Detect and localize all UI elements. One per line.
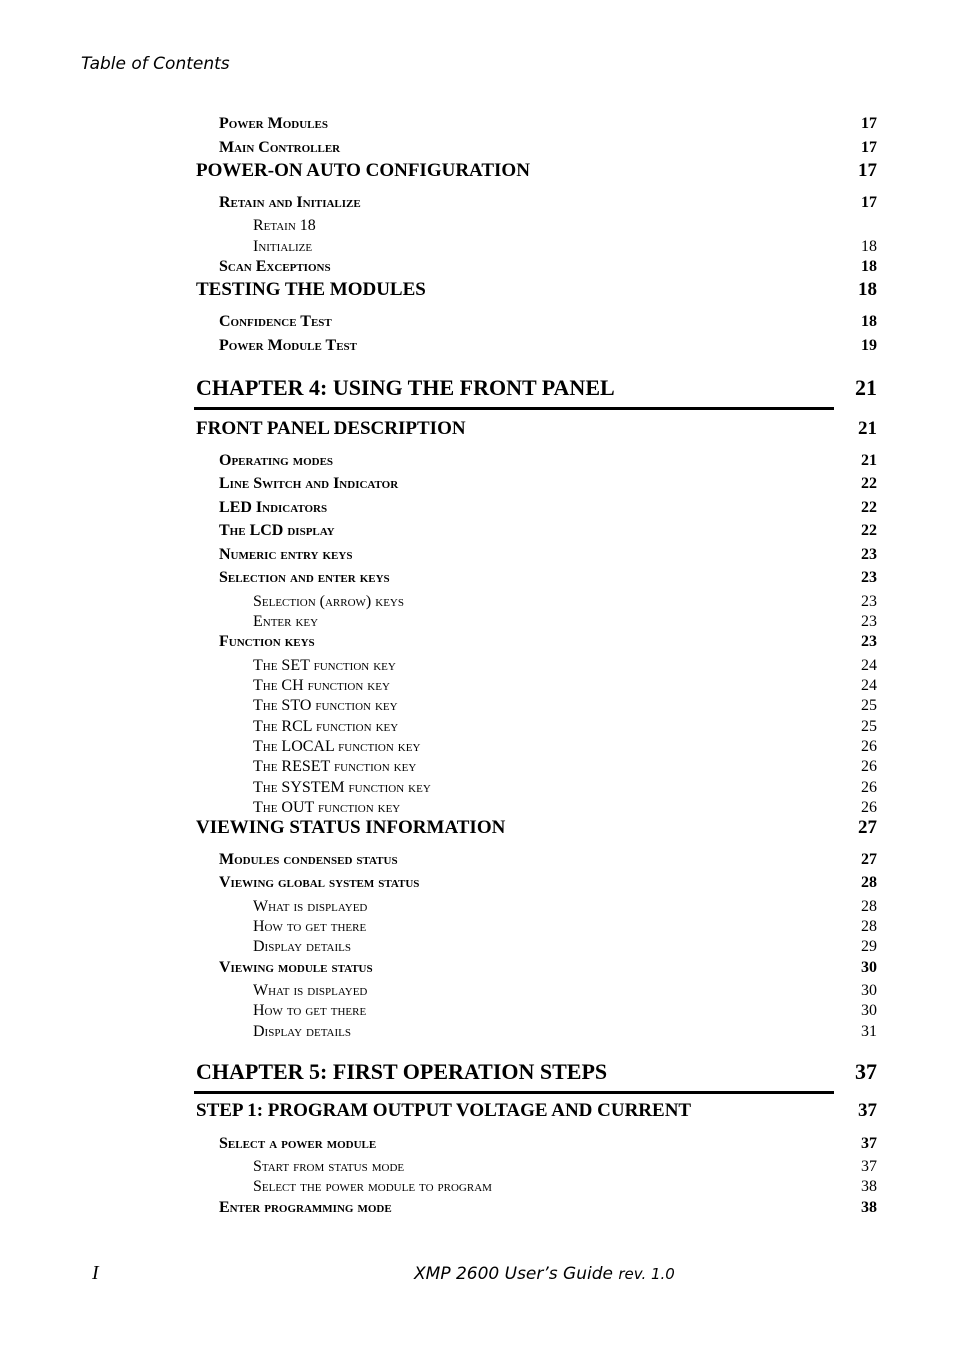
toc-entry[interactable] [0,492,954,516]
toc-entry-page: 30 [861,982,877,999]
toc-entry[interactable] [0,844,954,868]
toc-entry-page: 21 [861,452,877,469]
toc-entry-title: How to get there [253,1002,367,1019]
toc-entry-page: 23 [861,569,877,586]
toc-entry-title: FRONT PANEL DESCRIPTION [196,418,466,439]
toc-entry-title: The CH function key [253,677,390,694]
toc-entry-title: Display details [253,1023,351,1040]
toc-entry[interactable] [0,445,954,469]
toc-entry-page: 21 [858,418,877,439]
toc-entry-title: Enter programming mode [219,1199,392,1216]
footer-doc-title [414,1264,675,1284]
toc-entry-title: The SYSTEM function key [253,779,431,796]
toc-entry-page: 23 [861,593,877,610]
toc-entry[interactable] [0,108,954,132]
toc-entry-page: 30 [861,1002,877,1019]
toc-entry-page: 29 [861,938,877,955]
toc-entry-title: Select a power module [219,1135,377,1152]
toc-entry[interactable] [0,1096,954,1120]
toc-entry-page: 23 [861,546,877,563]
toc-entry-title: Retain and Initialize [219,194,361,211]
toc-entry-title: The SET function key [253,657,396,674]
toc-chapter[interactable] [0,1059,954,1083]
toc-entry-title: Modules condensed status [219,851,398,868]
toc-entry-page: 23 [861,633,877,650]
toc-entry[interactable] [0,1192,954,1216]
toc-entry-title: What is displayed [253,898,368,915]
toc-entry-title: The STO function key [253,697,398,714]
toc-entry-page: 38 [861,1199,877,1216]
toc-entry-page: 26 [861,799,877,816]
toc-entry-page: 17 [861,115,877,132]
toc-entry-title: POWER-ON AUTO CONFIGURATION [196,160,530,181]
toc-entry-title: Start from status mode [253,1158,405,1175]
toc-entry[interactable] [0,952,954,976]
toc-entry-page: 17 [861,194,877,211]
toc-entry[interactable] [0,251,954,275]
toc-entry-title: Main Controller [219,139,341,156]
toc-entry-page: 37 [861,1135,877,1152]
toc-entry-page: 18 [858,279,877,300]
toc-entry[interactable] [0,813,954,837]
toc-entry-title: Selection (arrow) keys [253,593,404,610]
toc-entry-title: The RCL function key [253,718,399,735]
toc-entry-page: 30 [861,959,877,976]
toc-entry-page: 31 [861,1023,877,1040]
toc-entry-page: 25 [861,697,877,714]
toc-entry-page: 27 [858,817,877,838]
toc-entry-page: 37 [855,1059,877,1084]
toc-entry[interactable] [0,414,954,438]
toc-entry-title: Viewing module status [219,959,373,976]
toc-entry-page: 17 [861,139,877,156]
footer-revision: rev. 1.0 [618,1265,675,1283]
toc-entry-title: Select the power module to program [253,1178,492,1195]
toc-entry-page: 17 [858,160,877,181]
chapter-rule [194,407,834,410]
toc-entry-page: 19 [861,337,877,354]
toc-entry-title: Confidence Test [219,313,332,330]
toc-entry[interactable] [0,1016,954,1040]
toc-entry-title: Scan Exceptions [219,258,331,275]
toc-entry[interactable] [0,187,954,211]
toc-entry-page: 18 [861,258,877,275]
toc-chapter[interactable] [0,375,954,399]
footer-page-number: I [92,1262,99,1284]
toc-entry-title: CHAPTER 4: USING THE FRONT PANEL [196,375,615,400]
toc-entry-title: Retain 18 [253,217,316,234]
running-header: Table of Contents [81,54,230,74]
toc-entry-page: 24 [861,657,877,674]
toc-entry-page: 26 [861,779,877,796]
toc-entry[interactable] [0,626,954,650]
toc-entry-page: 27 [861,851,877,868]
toc-entry-title: The OUT function key [253,799,401,816]
toc-entry-title: Initialize [253,238,313,255]
toc-entry-title: Function keys [219,633,315,650]
toc-entry[interactable] [0,515,954,539]
toc-entry[interactable] [0,1128,954,1152]
toc-entry-page: 23 [861,613,877,630]
toc-entry-title: STEP 1: PROGRAM OUTPUT VOLTAGE AND CURRENT [196,1100,692,1121]
toc-entry-title: Viewing global system status [219,874,420,891]
toc-entry[interactable] [0,275,954,299]
toc-entry-title: The LOCAL function key [253,738,421,755]
footer-title-text: XMP 2600 User’s Guide [414,1264,613,1284]
toc-entry-page: 26 [861,738,877,755]
toc-entry-title: Line Switch and Indicator [219,475,399,492]
chapter-rule [194,1091,834,1094]
toc-entry-title: Selection and enter keys [219,569,390,586]
toc-entry-title: Power Module Test [219,337,358,354]
toc-entry-page: 22 [861,475,877,492]
toc-entry-page: 18 [861,238,877,255]
toc-entry-title: LED Indicators [219,499,328,516]
toc-entry-page: 26 [861,758,877,775]
toc-entry-title: Operating modes [219,452,334,469]
toc-entry-page: 21 [855,375,877,400]
toc-entry[interactable] [0,132,954,156]
toc-entry-page: 37 [861,1158,877,1175]
toc-entry[interactable] [0,156,954,180]
toc-entry-title: The RESET function key [253,758,417,775]
toc-entry-title: Numeric entry keys [219,546,353,563]
toc-entry[interactable] [0,867,954,891]
toc-entry-page: 18 [861,313,877,330]
toc-entry-page: 37 [858,1100,877,1121]
toc-entry-title: The LCD display [219,522,335,539]
toc-entry-title: TESTING THE MODULES [196,279,426,300]
toc-entry-title: CHAPTER 5: FIRST OPERATION STEPS [196,1059,608,1084]
toc-entry-page: 28 [861,874,877,891]
toc-entry-page: 28 [861,918,877,935]
toc-entry-title: Enter key [253,613,319,630]
toc-entry[interactable] [0,306,954,330]
toc-entry-title: How to get there [253,918,367,935]
toc-entry-page: 24 [861,677,877,694]
toc-entry[interactable] [0,468,954,492]
toc-entry-page: 25 [861,718,877,735]
toc-entry-title: Power Modules [219,115,328,132]
toc-entry-page: 22 [861,522,877,539]
toc-entry-title: Display details [253,938,351,955]
toc-entry-title: What is displayed [253,982,368,999]
toc-entry[interactable] [0,562,954,586]
toc-entry-page: 22 [861,499,877,516]
toc-entry[interactable] [0,539,954,563]
toc-entry[interactable] [0,330,954,354]
toc-entry-title: VIEWING STATUS INFORMATION [196,817,506,838]
toc-entry-page: 38 [861,1178,877,1195]
toc-entry-page: 28 [861,898,877,915]
